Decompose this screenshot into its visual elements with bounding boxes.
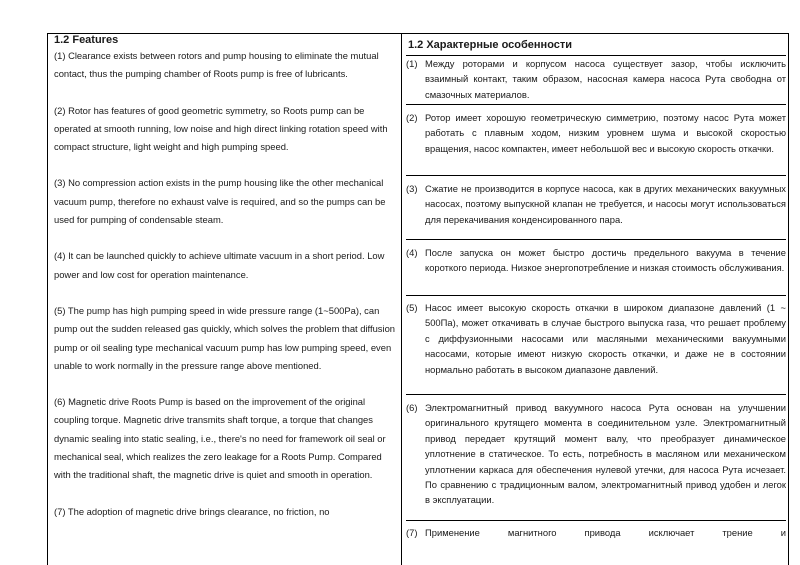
row-separator bbox=[406, 394, 786, 395]
item-number: (5) bbox=[406, 302, 418, 313]
row-separator bbox=[406, 104, 786, 105]
item-text: После запуска он может быстро достичь предельного вакуума в течение короткого периода. Низкое энергопотребление и низкая стоимость обслуживания. bbox=[425, 247, 786, 274]
russian-section-title: 1.2 Характерные особенности bbox=[408, 39, 573, 51]
item-number: (1) bbox=[406, 58, 418, 69]
item-text: Ротор имеет хорошую геометрическую симметрию, поэтому насос Рута может работать с плавным ходом, низким уровнем шума и высокой скоростью вращения, насос компактен, имеет небольшой вес и высокую скорость откачки. bbox=[425, 112, 786, 154]
english-paragraph-3: (3) No compression action exists in the pump housing like the other mechanical vacuum pump, therefore no exhaust valve is required, and so the pumps can be used for pumping of condensable steam. bbox=[54, 177, 386, 226]
item-number: (7) bbox=[406, 527, 418, 538]
item-number: (3) bbox=[406, 183, 418, 194]
english-paragraph-1: (1) Clearance exists between rotors and pump housing to eliminate the mutual contact, thus the pumping chamber of Roots pump is free of lubricants. bbox=[54, 50, 379, 80]
item-number: (4) bbox=[406, 247, 418, 258]
row-separator bbox=[406, 175, 786, 176]
row-separator bbox=[406, 239, 786, 240]
russian-item-6 bbox=[406, 400, 786, 508]
english-paragraph-4: (4) It can be launched quickly to achieve ultimate vacuum in a short period. Low power and low cost for operation maintenance. bbox=[54, 250, 385, 280]
english-paragraph-2: (2) Rotor has features of good geometric symmetry, so Roots pump can be operated at smooth running, low noise and high direct linking rotation speed with compact structure, light weight and high pumping speed. bbox=[54, 104, 388, 153]
row-separator bbox=[406, 520, 786, 521]
english-section-title: 1.2 Features bbox=[54, 34, 119, 46]
bilingual-table bbox=[47, 33, 789, 565]
english-column bbox=[54, 34, 396, 521]
russian-item-2 bbox=[406, 110, 786, 156]
russian-item-7 bbox=[406, 525, 786, 540]
item-text: Применение магнитного привода исключает трение и bbox=[425, 527, 786, 538]
item-text: Электромагнитный привод вакуумного насоса Рута основан на улучшении оригинального крутящего момента в соединительном узле. Электромагнитный привод передает крутящий момент валу, что преобразует динамическое уплотнение в статическое. То есть, потребность в масляном или механическом уплотнении каркаса для обеспечения нулевой утечки, для насоса Рута исчезает. По сравнению с традиционным валом, электромагнитный привод удобен и легок в эксплуатации. bbox=[425, 402, 786, 506]
russian-item-5 bbox=[406, 300, 786, 377]
english-paragraph-5: (5) The pump has high pumping speed in wide pressure range (1~500Pa), can pump out the sudden released gas quickly, which solves the problem that diffusion pump or oil sealing type mechanical vacuum pump has low pumping speed, even unable to work normally in the pressure range above mentioned. bbox=[54, 304, 396, 371]
russian-item-3 bbox=[406, 181, 786, 227]
column-divider bbox=[401, 34, 402, 565]
russian-item-4 bbox=[406, 245, 786, 276]
item-text: Между роторами и корпусом насоса существует зазор, чтобы исключить взаимный контакт, таким образом, насосная камера насоса Рута свободна от смазочных материалов. bbox=[425, 58, 786, 100]
item-text: Насос имеет высокую скорость откачки в широком диапазоне давлений (1 ~ 500Па), может откачивать в случае быстрого выпуска газа, что решает проблему с диффузионными насосами или масляными механическими вакуумными насосами, которые имеют низкую скорость откачки, и даже не в состоянии нормально работать в высоком диапазоне давлений. bbox=[425, 302, 786, 375]
english-paragraph-6: (6) Magnetic drive Roots Pump is based on the improvement of the original coupling torque. Magnetic drive transmits shaft torque, a torque that changes dynamic sealing into static sealing, i.e., there's no need for framework oil seal or mechanical seal, which realizes the zero leakage for a Roots Pump. Compared with the traditional shaft, the magnetic drive is quiet and smooth in operation. bbox=[54, 396, 386, 481]
english-paragraph-7: (7) The adoption of magnetic drive brings clearance, no friction, no bbox=[54, 505, 330, 517]
row-separator bbox=[406, 295, 786, 296]
item-number: (2) bbox=[406, 112, 418, 123]
item-number: (6) bbox=[406, 402, 418, 413]
russian-item-1 bbox=[406, 56, 786, 102]
item-text: Сжатие не производится в корпусе насоса, как в других механических вакуумных насосах, поэтому выпускной клапан не требуется, и насосы могут использоваться для перекачивания конденсированного пара. bbox=[425, 183, 786, 225]
